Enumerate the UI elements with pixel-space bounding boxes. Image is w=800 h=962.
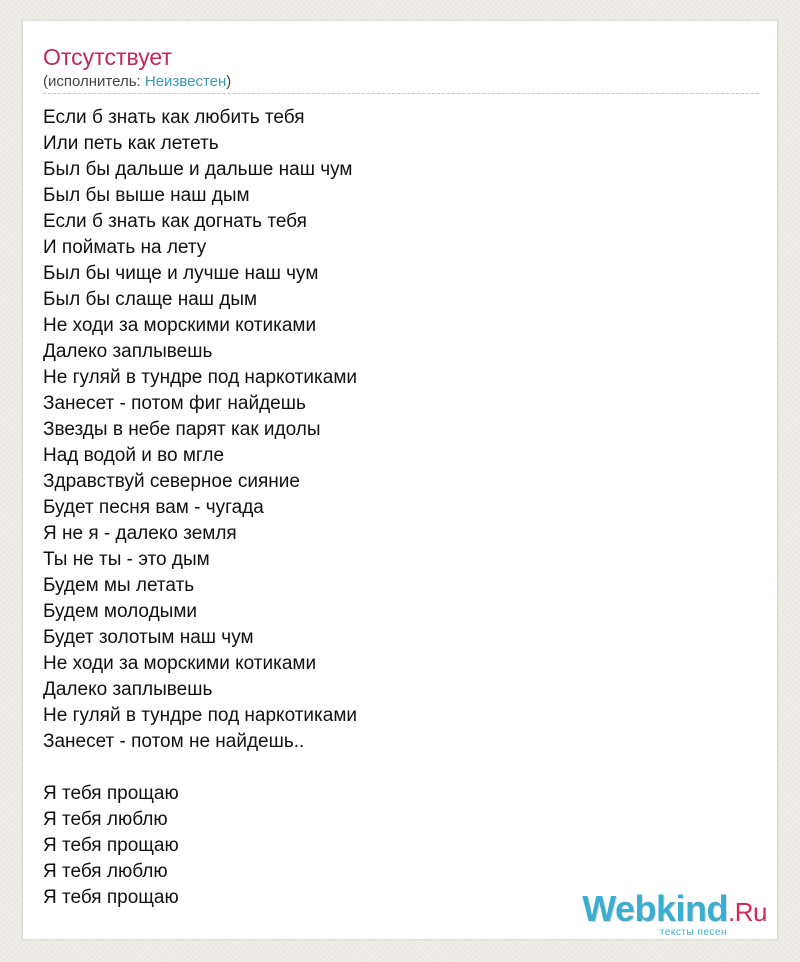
lyric-line: Не гуляй в тундре под наркотиками — [43, 705, 358, 726]
lyric-line: Я не я - далеко земля — [43, 523, 237, 544]
artist-suffix: ) — [226, 73, 232, 90]
logo-name: Webkind — [582, 888, 729, 929]
lyric-line: Был бы дальше и дальше наш чум — [43, 159, 353, 180]
lyric-line: Я тебя люблю — [43, 809, 168, 830]
lyric-line: Будем мы летать — [43, 575, 195, 596]
lyric-line: Или петь как лететь — [43, 133, 219, 154]
lyric-line: Будет песня вам - чугада — [43, 497, 264, 518]
lyric-line: Занесет - потом не найдешь.. — [43, 731, 305, 752]
lyric-line: Будем молодыми — [43, 601, 197, 622]
lyric-line: Не ходи за морскими котиками — [43, 653, 317, 674]
lyric-line: Занесет - потом фиг найдешь — [43, 393, 306, 414]
lyric-line: И поймать на лету — [43, 237, 207, 258]
artist-link[interactable]: Неизвестен — [144, 73, 227, 90]
lyric-line: Далеко заплывешь — [43, 679, 213, 700]
lyric-line: Не гуляй в тундре под наркотиками — [43, 367, 358, 388]
lyric-line: Я тебя люблю — [43, 861, 168, 882]
lyric-line: Не ходи за морскими котиками — [43, 315, 317, 336]
lyric-line: Звезды в небе парят как идолы — [43, 419, 321, 440]
lyrics-card — [22, 20, 778, 940]
lyric-line: Был бы чище и лучше наш чум — [43, 263, 319, 284]
lyric-line: Если б знать как догнать тебя — [43, 211, 307, 232]
lyric-line: Если б знать как любить тебя — [43, 107, 305, 128]
lyric-line: Был бы слаще наш дым — [43, 289, 258, 310]
lyrics-text — [43, 105, 743, 911]
site-logo[interactable] — [571, 889, 771, 937]
logo-tagline: тексты песен — [659, 927, 727, 938]
lyric-line: Здравствуй северное сияние — [43, 471, 300, 492]
logo-tld: .Ru — [728, 897, 767, 927]
lyric-line: Я тебя прощаю — [43, 835, 179, 856]
lyric-line: Ты не ты - это дым — [43, 549, 210, 570]
artist-prefix: (исполнитель: — [43, 73, 145, 90]
lyric-line: Я тебя прощаю — [43, 783, 179, 804]
title-divider — [43, 93, 759, 94]
lyric-line: Над водой и во мгле — [43, 445, 225, 466]
lyric-line: Будет золотым наш чум — [43, 627, 254, 648]
lyric-line: Далеко заплывешь — [43, 341, 213, 362]
artist-line — [43, 73, 231, 91]
lyric-line: Был бы выше наш дым — [43, 185, 250, 206]
song-title: Отсутствует — [43, 44, 172, 70]
logo-wordmark — [582, 889, 767, 932]
lyric-line: Я тебя прощаю — [43, 887, 179, 908]
lyric-blank-line — [43, 755, 743, 781]
